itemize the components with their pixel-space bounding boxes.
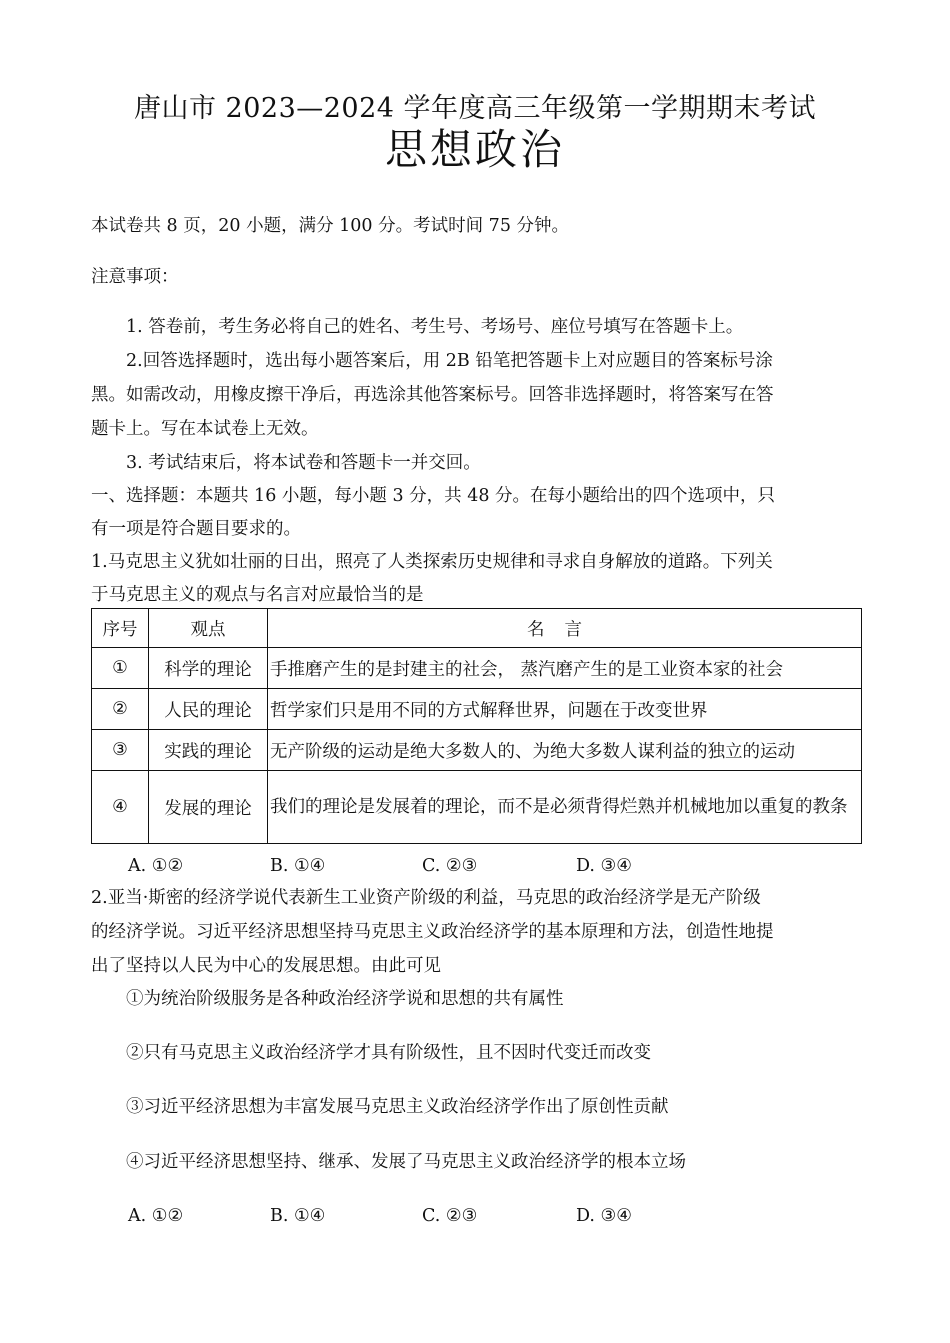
row-view: 科学的理论 bbox=[149, 648, 268, 689]
q2-stem-line-3: 出了坚持以人民为中心的发展思想。由此可见 bbox=[91, 956, 441, 976]
row-quote: 手推磨产生的是封建主的社会， 蒸汽磨产生的是工业资本家的社会 bbox=[268, 648, 862, 689]
q1-option-a: A. ①② bbox=[128, 856, 184, 876]
q1-stem-line-2: 于马克思主义的观点与名言对应最恰当的是 bbox=[91, 585, 424, 605]
q1-option-c: C. ②③ bbox=[422, 856, 478, 876]
table-row bbox=[92, 648, 862, 689]
note-item-3: 3. 考试结束后，将本试卷和答题卡一并交回。 bbox=[126, 453, 481, 473]
table-header-quote: 名言 bbox=[268, 609, 862, 648]
row-number: ② bbox=[92, 689, 149, 730]
q2-statement-1: ①为统治阶级服务是各种政治经济学说和思想的共有属性 bbox=[126, 989, 564, 1009]
q1-option-b: B. ①④ bbox=[270, 856, 326, 876]
q2-statement-4: ④习近平经济思想坚持、继承、发展了马克思主义政治经济学的根本立场 bbox=[126, 1152, 686, 1172]
row-view: 人民的理论 bbox=[149, 689, 268, 730]
exam-intro: 本试卷共 8 页，20 小题，满分 100 分。考试时间 75 分钟。 bbox=[91, 216, 570, 236]
row-view: 发展的理论 bbox=[149, 771, 268, 844]
section-1-heading-line-2: 有一项是符合题目要求的。 bbox=[91, 519, 301, 539]
note-item-2-line-1: 2.回答选择题时，选出每小题答案后，用 2B 铅笔把答题卡上对应题目的答案标号涂 bbox=[126, 351, 773, 371]
row-view: 实践的理论 bbox=[149, 730, 268, 771]
table-row bbox=[92, 771, 862, 844]
notes-heading: 注意事项： bbox=[91, 267, 179, 287]
q2-statement-2: ②只有马克思主义政治经济学才具有阶级性，且不因时代变迁而改变 bbox=[126, 1043, 651, 1063]
q2-option-d: D. ③④ bbox=[576, 1206, 632, 1226]
q2-stem-line-1: 2.亚当·斯密的经济学说代表新生工业资产阶级的利益，马克思的政治经济学是无产阶级 bbox=[91, 888, 761, 908]
section-1-heading-line-1: 一、选择题：本题共 16 小题，每小题 3 分，共 48 分。在每小题给出的四个选项中，只 bbox=[91, 486, 776, 506]
exam-title: 唐山市 2023—2024 学年度高三年级第一学期期末考试 bbox=[133, 93, 817, 124]
q1-table bbox=[91, 608, 862, 844]
table-header-row bbox=[92, 609, 862, 648]
row-number: ③ bbox=[92, 730, 149, 771]
q1-option-d: D. ③④ bbox=[576, 856, 632, 876]
row-number: ④ bbox=[92, 771, 149, 844]
subject-title: 思想政治 bbox=[384, 125, 565, 174]
row-quote: 我们的理论是发展着的理论，而不是必须背得烂熟并机械地加以重复的教条 bbox=[268, 771, 862, 844]
table-header-number: 序号 bbox=[92, 609, 149, 648]
q2-statement-3: ③习近平经济思想为丰富发展马克思主义政治经济学作出了原创性贡献 bbox=[126, 1097, 669, 1117]
q2-option-a: A. ①② bbox=[128, 1206, 184, 1226]
row-number: ① bbox=[92, 648, 149, 689]
q1-stem-line-1: 1.马克思主义犹如壮丽的日出，照亮了人类探索历史规律和寻求自身解放的道路。下列关 bbox=[91, 552, 773, 572]
note-item-1: 1. 答卷前，考生务必将自己的姓名、考生号、考场号、座位号填写在答题卡上。 bbox=[126, 317, 744, 337]
table-header-view: 观点 bbox=[149, 609, 268, 648]
row-quote: 无产阶级的运动是绝大多数人的、为绝大多数人谋利益的独立的运动 bbox=[268, 730, 862, 771]
note-item-2-line-3: 题卡上。写在本试卷上无效。 bbox=[91, 419, 319, 439]
note-item-2-line-2: 黑。如需改动，用橡皮擦干净后，再选涂其他答案标号。回答非选择题时，将答案写在答 bbox=[91, 385, 774, 405]
q2-stem-line-2: 的经济学说。习近平经济思想坚持马克思主义政治经济学的基本原理和方法，创造性地提 bbox=[91, 922, 774, 942]
q2-option-c: C. ②③ bbox=[422, 1206, 478, 1226]
table-row bbox=[92, 730, 862, 771]
q2-option-b: B. ①④ bbox=[270, 1206, 326, 1226]
row-quote: 哲学家们只是用不同的方式解释世界，问题在于改变世界 bbox=[268, 689, 862, 730]
table-row bbox=[92, 689, 862, 730]
